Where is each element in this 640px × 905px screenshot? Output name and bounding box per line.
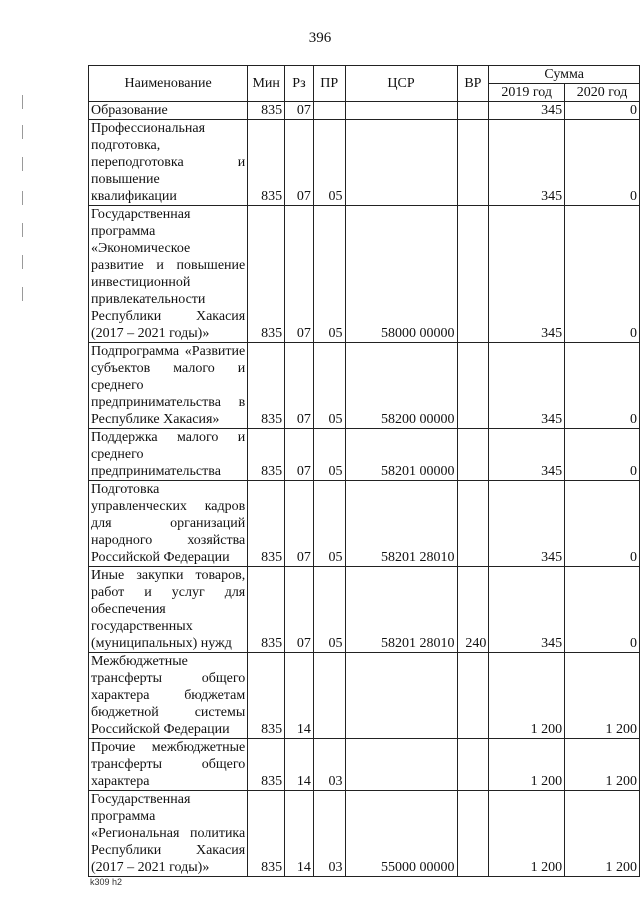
table-row: [89, 567, 640, 653]
row-rz: 14: [285, 653, 314, 739]
row-min: 835: [248, 429, 285, 481]
header-csr: ЦСР: [345, 66, 457, 102]
row-csr: 58000 00000: [345, 206, 457, 343]
row-vr: [457, 102, 489, 120]
row-amount-2020: 1 200: [565, 791, 640, 877]
row-rz: 07: [285, 567, 314, 653]
budget-table: [88, 65, 640, 877]
row-amount-2019: 1 200: [489, 653, 565, 739]
row-csr: 58200 00000: [345, 343, 457, 429]
row-name: Подпрограмма «Развитие субъектов малого и среднего предпринимательства в Республике Хакасия»: [89, 343, 248, 429]
header-name: Наименование: [89, 66, 248, 102]
row-name: Прочие межбюджетные трансферты общего характера: [89, 739, 248, 791]
row-min: 835: [248, 481, 285, 567]
row-pr: 05: [313, 206, 345, 343]
table-row: [89, 343, 640, 429]
row-min: 835: [248, 206, 285, 343]
row-min: 835: [248, 791, 285, 877]
row-pr: 05: [313, 343, 345, 429]
row-amount-2019: 1 200: [489, 791, 565, 877]
row-vr: [457, 481, 489, 567]
row-rz: 07: [285, 206, 314, 343]
row-amount-2020: 0: [565, 567, 640, 653]
row-min: 835: [248, 653, 285, 739]
row-csr: [345, 653, 457, 739]
row-min: 835: [248, 567, 285, 653]
row-vr: [457, 343, 489, 429]
row-amount-2019: 345: [489, 481, 565, 567]
row-vr: [457, 120, 489, 206]
row-pr: 05: [313, 481, 345, 567]
header-pr: ПР: [313, 66, 345, 102]
row-csr: 58201 00000: [345, 429, 457, 481]
row-csr: 58201 28010: [345, 481, 457, 567]
row-vr: [457, 653, 489, 739]
row-rz: 14: [285, 791, 314, 877]
row-amount-2020: 0: [565, 481, 640, 567]
row-rz: 07: [285, 343, 314, 429]
header-min: Мин: [248, 66, 285, 102]
row-vr: 240: [457, 567, 489, 653]
row-csr: [345, 739, 457, 791]
header-vr: ВР: [457, 66, 489, 102]
row-vr: [457, 429, 489, 481]
page-number: 396: [308, 30, 332, 46]
table-row: [89, 120, 640, 206]
row-name: Подготовка управленческих кадров для организаций народного хозяйства Российской Федерации: [89, 481, 248, 567]
row-amount-2020: 0: [565, 429, 640, 481]
row-amount-2019: 345: [489, 429, 565, 481]
header-sum: Сумма: [489, 66, 640, 84]
table-row: [89, 791, 640, 877]
row-csr: 58201 28010: [345, 567, 457, 653]
row-name: Государственная программа «Региональная политика Республики Хакасия (2017 – 2021 годы)»: [89, 791, 248, 877]
footer-code: k309 h2: [90, 877, 123, 887]
row-csr: [345, 102, 457, 120]
row-min: 835: [248, 102, 285, 120]
row-name: Государственная программа «Экономическое развитие и повышение инвестиционной привлекательности Республики Хакасия (2017 – 2021 годы)»: [89, 206, 248, 343]
row-name: Межбюджетные трансферты общего характера бюджетам бюджетной системы Российской Федерации: [89, 653, 248, 739]
row-amount-2019: 345: [489, 567, 565, 653]
row-amount-2019: 1 200: [489, 739, 565, 791]
row-pr: 03: [313, 739, 345, 791]
row-min: 835: [248, 120, 285, 206]
row-rz: 07: [285, 481, 314, 567]
row-amount-2019: 345: [489, 343, 565, 429]
row-name: Профессиональная подготовка, переподготовка и повышение квалификации: [89, 120, 248, 206]
row-pr: 03: [313, 791, 345, 877]
table-row: [89, 739, 640, 791]
table-row: [89, 102, 640, 120]
row-pr: [313, 653, 345, 739]
row-name: Образование: [89, 102, 248, 120]
header-year-2020: 2020 год: [565, 84, 640, 102]
row-amount-2020: 1 200: [565, 653, 640, 739]
row-amount-2020: 0: [565, 206, 640, 343]
table-row: [89, 481, 640, 567]
row-pr: 05: [313, 120, 345, 206]
row-rz: 07: [285, 120, 314, 206]
header-year-2019: 2019 год: [489, 84, 565, 102]
row-amount-2020: 0: [565, 120, 640, 206]
row-amount-2020: 0: [565, 102, 640, 120]
row-rz: 07: [285, 102, 314, 120]
row-pr: 05: [313, 429, 345, 481]
table-row: [89, 429, 640, 481]
row-csr: [345, 120, 457, 206]
row-name: Иные закупки товаров, работ и услуг для обеспечения государственных (муниципальных) нужд: [89, 567, 248, 653]
row-pr: 05: [313, 567, 345, 653]
row-min: 835: [248, 343, 285, 429]
row-min: 835: [248, 739, 285, 791]
row-amount-2019: 345: [489, 206, 565, 343]
row-csr: 55000 00000: [345, 791, 457, 877]
row-pr: [313, 102, 345, 120]
row-rz: 07: [285, 429, 314, 481]
table-row: [89, 206, 640, 343]
header-rz: Рз: [285, 66, 314, 102]
row-vr: [457, 739, 489, 791]
table-row: [89, 653, 640, 739]
row-amount-2019: 345: [489, 120, 565, 206]
row-vr: [457, 791, 489, 877]
row-amount-2019: 345: [489, 102, 565, 120]
row-amount-2020: 0: [565, 343, 640, 429]
row-amount-2020: 1 200: [565, 739, 640, 791]
row-name: Поддержка малого и среднего предпринимательства: [89, 429, 248, 481]
row-rz: 14: [285, 739, 314, 791]
row-vr: [457, 206, 489, 343]
margin-binding-marks: [22, 95, 24, 315]
